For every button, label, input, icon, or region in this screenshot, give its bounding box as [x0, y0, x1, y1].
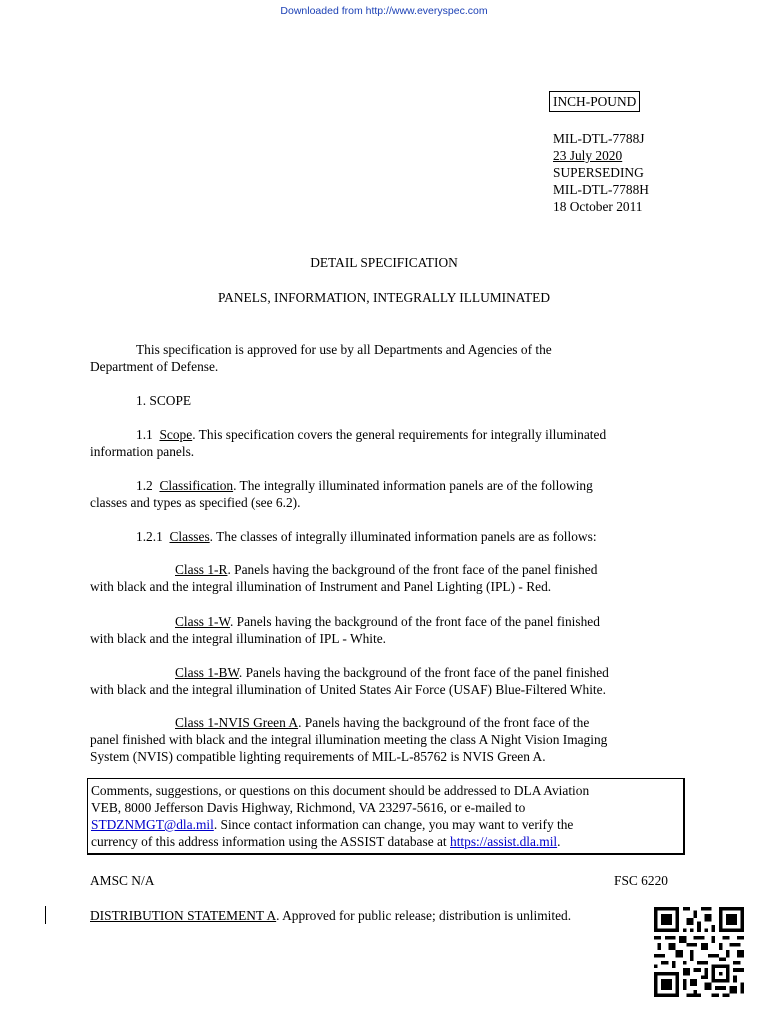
qr-code-icon: [654, 907, 744, 997]
text-cursor: [45, 906, 46, 924]
assist-url-link[interactable]: https://assist.dla.mil: [450, 834, 558, 849]
spec-number: MIL-DTL-7788J: [553, 131, 645, 146]
spec-date: 23 July 2020: [553, 148, 623, 163]
section-1-2-1: [90, 528, 690, 545]
class-text: with black and the integral illumination of Instrument and Panel Lighting (IPL) - Red.: [90, 579, 552, 594]
class-text: . Panels having the background of the front face of the panel finished: [238, 665, 609, 680]
class-title: Class 1-R: [175, 562, 228, 577]
section-text: . The classes of integrally illuminated information panels are as follows:: [209, 529, 597, 544]
class-1-w: [90, 613, 690, 647]
comments-line-1: Comments, suggestions, or questions on this document should be addressed to DLA Aviation: [91, 783, 590, 798]
section-text: classes and types as specified (see 6.2).: [90, 495, 301, 510]
class-text: panel finished with black and the integral illumination meeting the class A Night Vision Imaging: [90, 732, 608, 747]
superseded-number: MIL-DTL-7788H: [553, 182, 649, 197]
scope-heading-text: 1. SCOPE: [136, 393, 192, 408]
section-text: . The integrally illuminated information panels are of the following: [233, 478, 593, 493]
superseding-label: SUPERSEDING: [553, 165, 644, 180]
comments-line-3: . Since contact information can change, you may want to verify the: [213, 817, 574, 832]
document-title: PANELS, INFORMATION, INTEGRALLY ILLUMINATED: [217, 290, 551, 305]
approval-line-2: Department of Defense.: [90, 359, 219, 374]
section-text: . This specification covers the general requirements for integrally illuminated: [192, 427, 607, 442]
section-text: information panels.: [90, 444, 195, 459]
scope-heading: [90, 392, 690, 409]
section-1-1: [90, 426, 690, 460]
class-1-r: [90, 561, 690, 595]
section-title: Classes: [169, 529, 210, 544]
class-text: . Panels having the background of the front face of the panel finished: [227, 562, 598, 577]
fsc-label: FSC 6220: [614, 873, 668, 888]
spec-type-heading: DETAIL SPECIFICATION: [310, 255, 458, 270]
document-designation: [553, 130, 649, 215]
class-title: Class 1-NVIS Green A: [175, 715, 299, 730]
amsc-label: AMSC N/A: [90, 873, 155, 888]
class-title: Class 1-BW: [175, 665, 239, 680]
section-1-2: [90, 477, 690, 511]
class-text: . Panels having the background of the front face of the: [298, 715, 590, 730]
approval-paragraph: [90, 341, 690, 375]
class-text: with black and the integral illumination of IPL - White.: [90, 631, 387, 646]
approval-line-1: This specification is approved for use by all Departments and Agencies of the: [136, 342, 552, 357]
comments-line-2: VEB, 8000 Jefferson Davis Highway, Richmond, VA 23297-5616, or e-mailed to: [91, 800, 526, 815]
section-number: 1.2: [136, 478, 153, 493]
class-text: with black and the integral illumination of United States Air Force (USAF) Blue-Filtered White.: [90, 682, 606, 697]
section-title: Classification: [159, 478, 234, 493]
email-link[interactable]: STDZNMGT@dla.mil: [91, 817, 214, 832]
superseded-date: 18 October 2011: [553, 199, 643, 214]
class-text: . Panels having the background of the front face of the panel finished: [229, 614, 600, 629]
comments-line-4-end: .: [557, 834, 561, 849]
section-number: 1.1: [136, 427, 153, 442]
comments-box: [87, 778, 685, 855]
distribution-statement: [90, 907, 571, 924]
class-title: Class 1-W: [175, 614, 230, 629]
download-banner-link[interactable]: Downloaded from http://www.everyspec.com: [280, 5, 488, 17]
class-1-nvis-green-a: [90, 714, 690, 765]
distribution-text: . Approved for public release; distribution is unlimited.: [276, 908, 572, 923]
section-title: Scope: [159, 427, 193, 442]
class-1-bw: [90, 664, 690, 698]
distribution-title: DISTRIBUTION STATEMENT A: [90, 908, 277, 923]
class-text: System (NVIS) compatible lighting requirements of MIL-L-85762 is NVIS Green A.: [90, 749, 546, 764]
section-number: 1.2.1: [136, 529, 163, 544]
inch-pound-box: INCH-POUND: [549, 91, 640, 112]
comments-line-4: currency of this address information using the ASSIST database at: [91, 834, 450, 849]
